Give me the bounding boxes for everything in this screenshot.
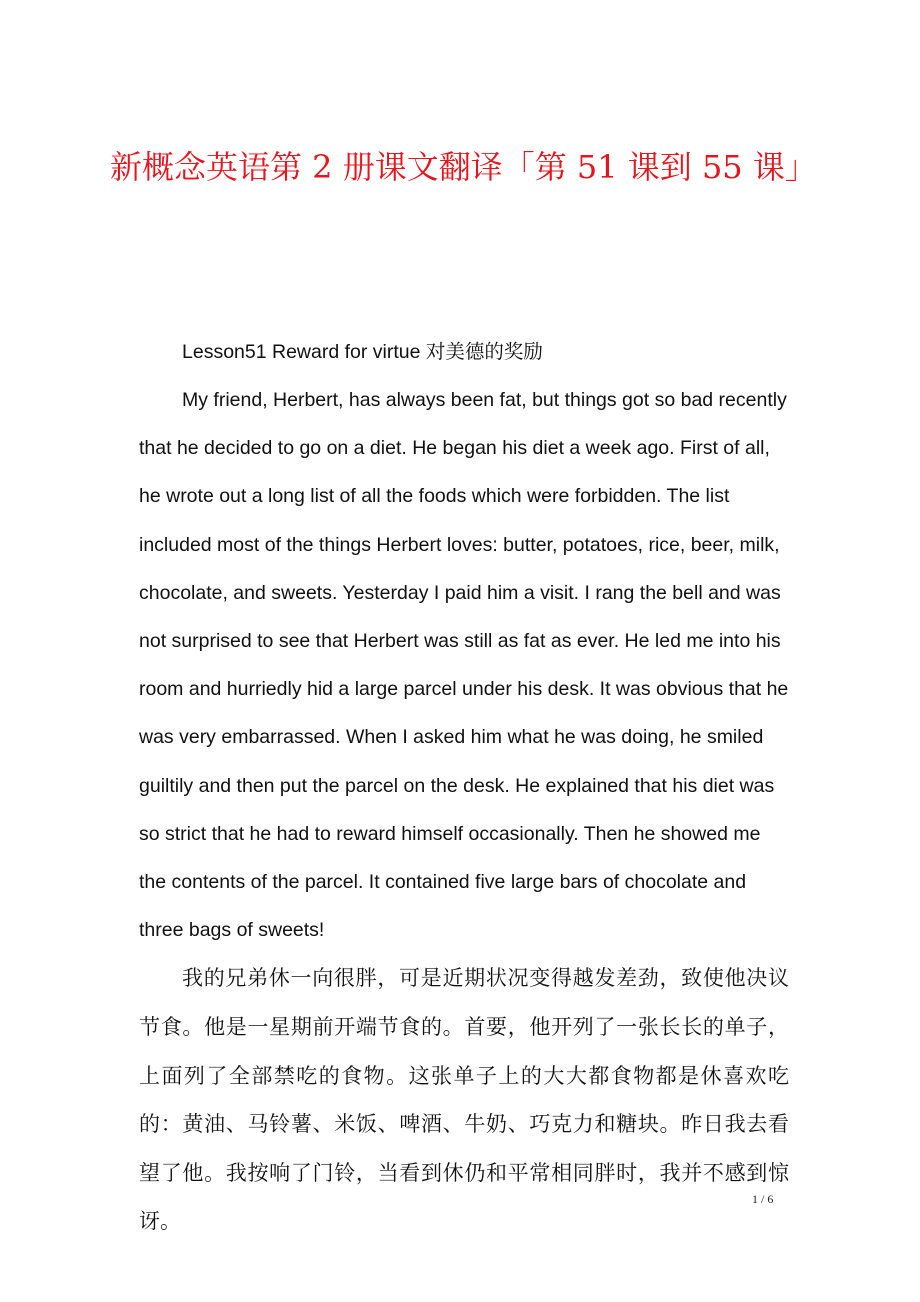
lesson-heading: Lesson51 Reward for virtue 对美德的奖励 [182, 341, 543, 363]
document-body [139, 328, 789, 1246]
chinese-paragraph: 我的兄弟休一向很胖，可是近期状况变得越发差劲，致使他决议节食。他是一星期前开端节食的。首要，他开列了一张长长的单子，上面列了全部禁吃的食物。这张单子上的大大都食物都是休喜欢吃的：黄油、马铃薯、米饭、啤酒、牛奶、巧克力和糖块。昨日我去看望了他。我按响了门铃，当看到休仍和平常相同胖时，我并不感到惊讶。 [139, 966, 789, 1234]
english-paragraph: My friend, Herbert, has always been fat, but things got so bad recently that he decided to go on a diet. He began his diet a week ago. First of all, he wrote out a long list of all the foods which were forbidden. The list included most of the things Herbert loves: butter, potatoes, rice, beer, milk, chocolate, and sweets. Yesterday I paid him a visit. I rang the bell and was not surprised to see that Herbert was still as fat as ever. He led me into his room and hurriedly hid a large parcel under his desk. It was obvious that he was very embarrassed. When I asked him what he was doing, he smiled guiltily and then put the parcel on the desk. He explained that his diet was so strict that he had to reward himself occasionally. Then he showed me the contents of the parcel. It contained five large bars of chocolate and three bags of sweets! [139, 389, 789, 942]
document-title: 新概念英语第 2 册课文翻译「第 51 课到 55 课」 [110, 148, 817, 186]
page-number: 1 / 6 [752, 1192, 774, 1206]
